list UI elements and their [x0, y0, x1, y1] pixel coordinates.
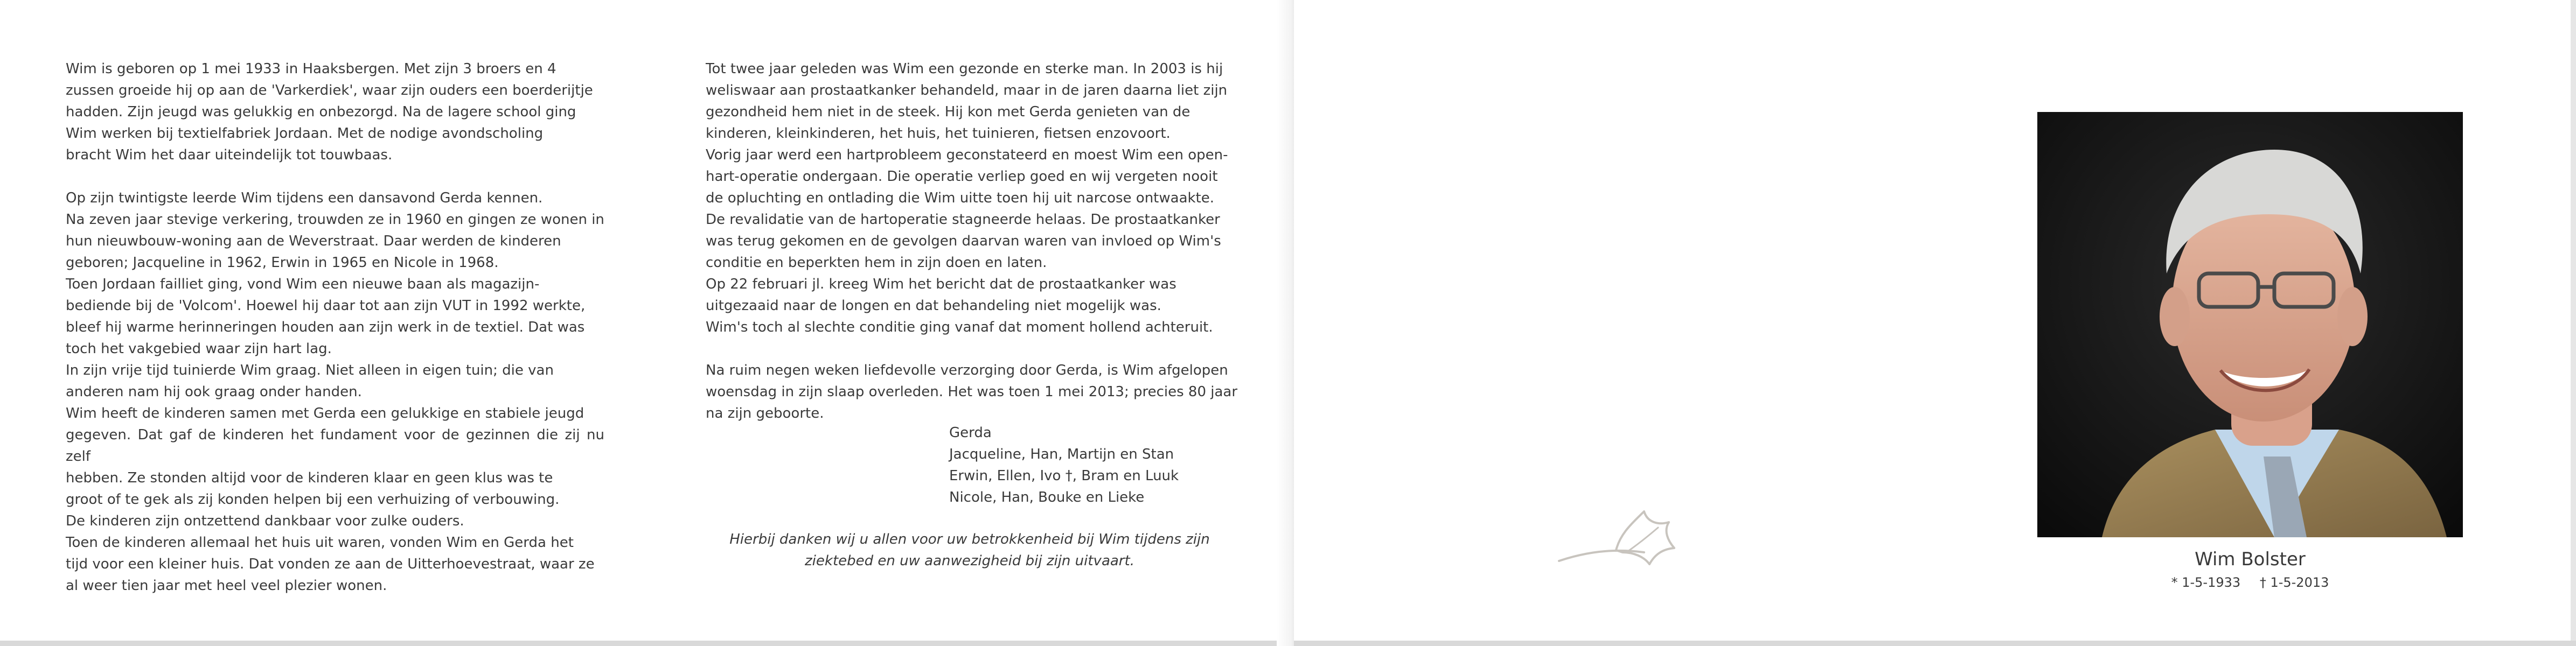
- text-line: Toen de kinderen allemaal het huis uit waren, vonden Wim en Gerda het: [66, 535, 574, 551]
- text-line: bediende bij de 'Volcom'. Hoewel hij daar tot aan zijn VUT in 1992 werkte,: [66, 298, 586, 314]
- portrait-illustration: [2037, 112, 2463, 537]
- text-line: was terug gekomen en de gevolgen daarvan waren van invloed op Wim's: [706, 233, 1221, 249]
- text-line: de opluchting en ontlading die Wim uitte toen hij uit narcose ontwaakte.: [706, 190, 1215, 206]
- text-line: Wim werken bij textielfabriek Jordaan. Met de nodige avondscholing: [66, 125, 544, 142]
- text-line: Vorig jaar werd een hartprobleem geconstateerd en moest Wim een open-: [706, 147, 1228, 163]
- text-line: uitgezaaid naar de longen en dat behandeling niet mogelijk was.: [706, 298, 1161, 314]
- text-line: Na zeven jaar stevige verkering, trouwden ze in 1960 en gingen ze wonen in: [66, 212, 604, 228]
- text-line: weliswaar aan prostaatkanker behandeld, maar in de jaren daarna liet zijn: [706, 82, 1228, 99]
- deceased-name: Wim Bolster: [2195, 549, 2306, 570]
- text-line: gezondheid hem niet in de steek. Hij kon met Gerda genieten van de: [706, 104, 1190, 120]
- text-line: anderen nam hij ook graag onder handen.: [66, 384, 362, 400]
- text-line: Op zijn twintigste leerde Wim tijdens een dansavond Gerda kennen.: [66, 190, 543, 206]
- text-line: De revalidatie van de hartoperatie stagneerde helaas. De prostaatkanker: [706, 212, 1220, 228]
- text-line: gegeven. Dat gaf de kinderen het fundament voor de gezinnen die zij nu zelf: [66, 427, 604, 465]
- text-line: Op 22 februari jl. kreeg Wim het bericht dat de prostaatkanker was: [706, 276, 1176, 292]
- text-line: tijd voor een kleiner huis. Dat vonden ze aan de Uitterhoevestraat, waar ze: [66, 556, 595, 572]
- text-line: hart-operatie ondergaan. Die operatie verliep goed en wij vergeten nooit: [706, 168, 1218, 185]
- portrait-caption: [2037, 547, 2463, 592]
- text-line: conditie en beperkten hem in zijn doen en laten.: [706, 255, 1047, 271]
- text-line: groot of te gek als zij konden helpen bij een verhuizing of verbouwing.: [66, 491, 560, 508]
- text-line: Tot twee jaar geleden was Wim een gezonde en sterke man. In 2003 is hij: [706, 61, 1223, 77]
- signers-list: [949, 422, 1239, 508]
- text-line: Toen Jordaan failliet ging, vond Wim een nieuwe baan als magazijn-: [66, 276, 540, 292]
- text-line: Na ruim negen weken liefdevolle verzorging door Gerda, is Wim afgelopen: [706, 362, 1228, 378]
- right-paragraph-1: [706, 58, 1239, 338]
- life-dates: [2037, 573, 2463, 592]
- text-line: Wim's toch al slechte conditie ging vanaf dat moment hollend achteruit.: [706, 319, 1213, 335]
- signer-line: Nicole, Han, Bouke en Lieke: [949, 489, 1145, 505]
- page-edge: [2571, 0, 2576, 646]
- text-line: hun nieuwbouw-woning aan de Weverstraat. Daar werden de kinderen: [66, 233, 561, 249]
- text-line: kinderen, kleinkinderen, het huis, het tuinieren, fietsen enzovoort.: [706, 125, 1171, 142]
- text-line: na zijn geboorte.: [706, 405, 824, 422]
- thanks-note: [706, 529, 1234, 572]
- right-text-column: [706, 58, 1239, 593]
- text-line: toch het vakgebied waar zijn hart lag.: [66, 341, 332, 357]
- text-line: In zijn vrije tijd tuinierde Wim graag. Niet alleen in eigen tuin; die van: [66, 362, 554, 378]
- birth-date: * 1-5-1933: [2171, 575, 2241, 590]
- text-line: Wim is geboren op 1 mei 1933 in Haaksbergen. Met zijn 3 broers en 4: [66, 61, 556, 77]
- text-line: geboren; Jacqueline in 1962, Erwin in 1965 en Nicole in 1968.: [66, 255, 499, 271]
- text-line: woensdag in zijn slaap overleden. Het was toen 1 mei 2013; precies 80 jaar: [706, 384, 1238, 400]
- cover-spread: [1294, 0, 2576, 646]
- left-paragraph-1: [66, 58, 604, 166]
- text-line: Wim heeft de kinderen samen met Gerda een gelukkige en stabiele jeugd: [66, 405, 584, 422]
- leaf-ornament-icon: [1552, 501, 1682, 571]
- right-paragraph-2: [706, 360, 1239, 572]
- text-line: hadden. Zijn jeugd was gelukkig en onbezorgd. Na de lagere school ging: [66, 104, 576, 120]
- signer-line: Gerda: [949, 425, 992, 441]
- text-line: Hierbij danken wij u allen voor uw betrokkenheid bij Wim tijdens zijn: [729, 531, 1210, 547]
- left-paragraph-2: [66, 187, 604, 596]
- text-line: ziektebed en uw aanwezigheid bij zijn uitvaart.: [805, 553, 1134, 569]
- text-line: bleef hij warme herinneringen houden aan zijn werk in de textiel. Dat was: [66, 319, 585, 335]
- text-line: bracht Wim het daar uiteindelijk tot touwbaas.: [66, 147, 393, 163]
- death-date: † 1-5-2013: [2259, 575, 2329, 590]
- signer-line: Erwin, Ellen, Ivo †, Bram en Luuk: [949, 468, 1179, 484]
- text-line: al weer tien jaar met heel veel plezier wonen.: [66, 578, 387, 594]
- text-line: zussen groeide hij op aan de 'Varkerdiek', waar zijn ouders een boerderijtje: [66, 82, 593, 99]
- portrait-photo: [2037, 112, 2463, 537]
- text-line: hebben. Ze stonden altijd voor de kinderen klaar en geen klus was te: [66, 470, 553, 486]
- signer-line: Jacqueline, Han, Martijn en Stan: [949, 446, 1174, 462]
- text-line: De kinderen zijn ontzettend dankbaar voor zulke ouders.: [66, 513, 464, 529]
- left-text-column: [66, 58, 604, 618]
